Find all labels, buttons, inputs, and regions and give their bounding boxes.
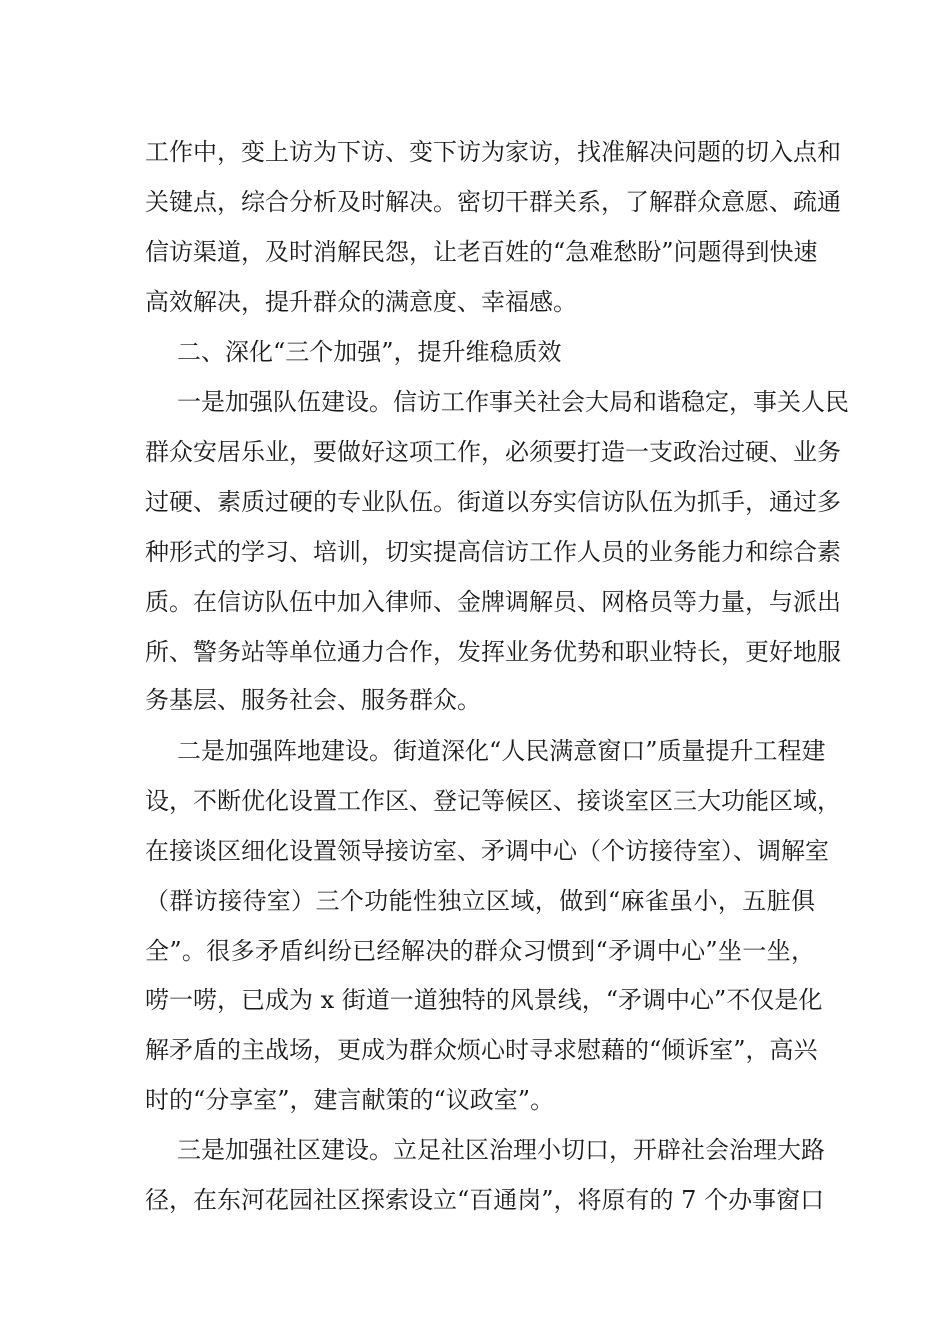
- text-line-1: 工作中，变上访为下访、变下访为家访，找准解决问题的切入点和: [145, 138, 841, 166]
- text-line-17: 全”。很多矛盾纠纷已经解决的群众习惯到“矛调中心”坐一坐，: [145, 937, 815, 965]
- text-line-16: （群访接待室）三个功能性独立区域，做到“麻雀虽小，五脏俱: [145, 887, 815, 915]
- text-line-12: 务基层、服务社会、服务群众。: [145, 686, 481, 714]
- text-line-19: 解矛盾的主战场，更成为群众烦心时寻求慰藉的“倾诉室”，高兴: [145, 1036, 818, 1064]
- text-line-10: 质。在信访队伍中加入律师、金牌调解员、网格员等力量，与派出: [145, 588, 841, 616]
- section-heading: 二、深化“三个加强”，提升维稳质效: [177, 338, 562, 366]
- text-line-4: 高效解决，提升群众的满意度、幸福感。: [145, 288, 577, 316]
- text-line-13: 二是加强阵地建设。街道深化“人民满意窗口”质量提升工程建: [177, 737, 826, 765]
- text-line-11: 所、警务站等单位通力合作，发挥业务优势和职业特长，更好地服: [145, 638, 841, 666]
- text-line-20: 时的“分享室”，建言献策的“议政室”。: [145, 1086, 555, 1114]
- text-line-14: 设，不断优化设置工作区、登记等候区、接谈室区三大功能区域，: [145, 787, 841, 815]
- text-line-22: 径，在东河花园社区探索设立“百通岗”，将原有的 7 个办事窗口: [145, 1186, 825, 1214]
- text-line-6: 一是加强队伍建设。信访工作事关社会大局和谐稳定，事关人民: [177, 388, 849, 416]
- text-line-2: 关键点，综合分析及时解决。密切干群关系，了解群众意愿、疏通: [145, 188, 841, 216]
- text-line-15: 在接谈区细化设置领导接访室、矛调中心（个访接待室）、调解室: [145, 837, 829, 865]
- text-line-9: 种形式的学习、培训，切实提高信访工作人员的业务能力和综合素: [145, 538, 841, 566]
- text-line-7: 群众安居乐业，要做好这项工作，必须要打造一支政治过硬、业务: [145, 438, 841, 466]
- text-line-3: 信访渠道，及时消解民怨，让老百姓的“急难愁盼”问题得到快速: [145, 238, 818, 266]
- text-line-18: 唠一唠，已成为 x 街道一道独特的风景线，“矛调中心”不仅是化: [145, 986, 823, 1014]
- text-line-21: 三是加强社区建设。立足社区治理小切口，开辟社会治理大路: [177, 1136, 825, 1164]
- text-line-8: 过硬、素质过硬的专业队伍。街道以夯实信访队伍为抓手，通过多: [145, 488, 841, 516]
